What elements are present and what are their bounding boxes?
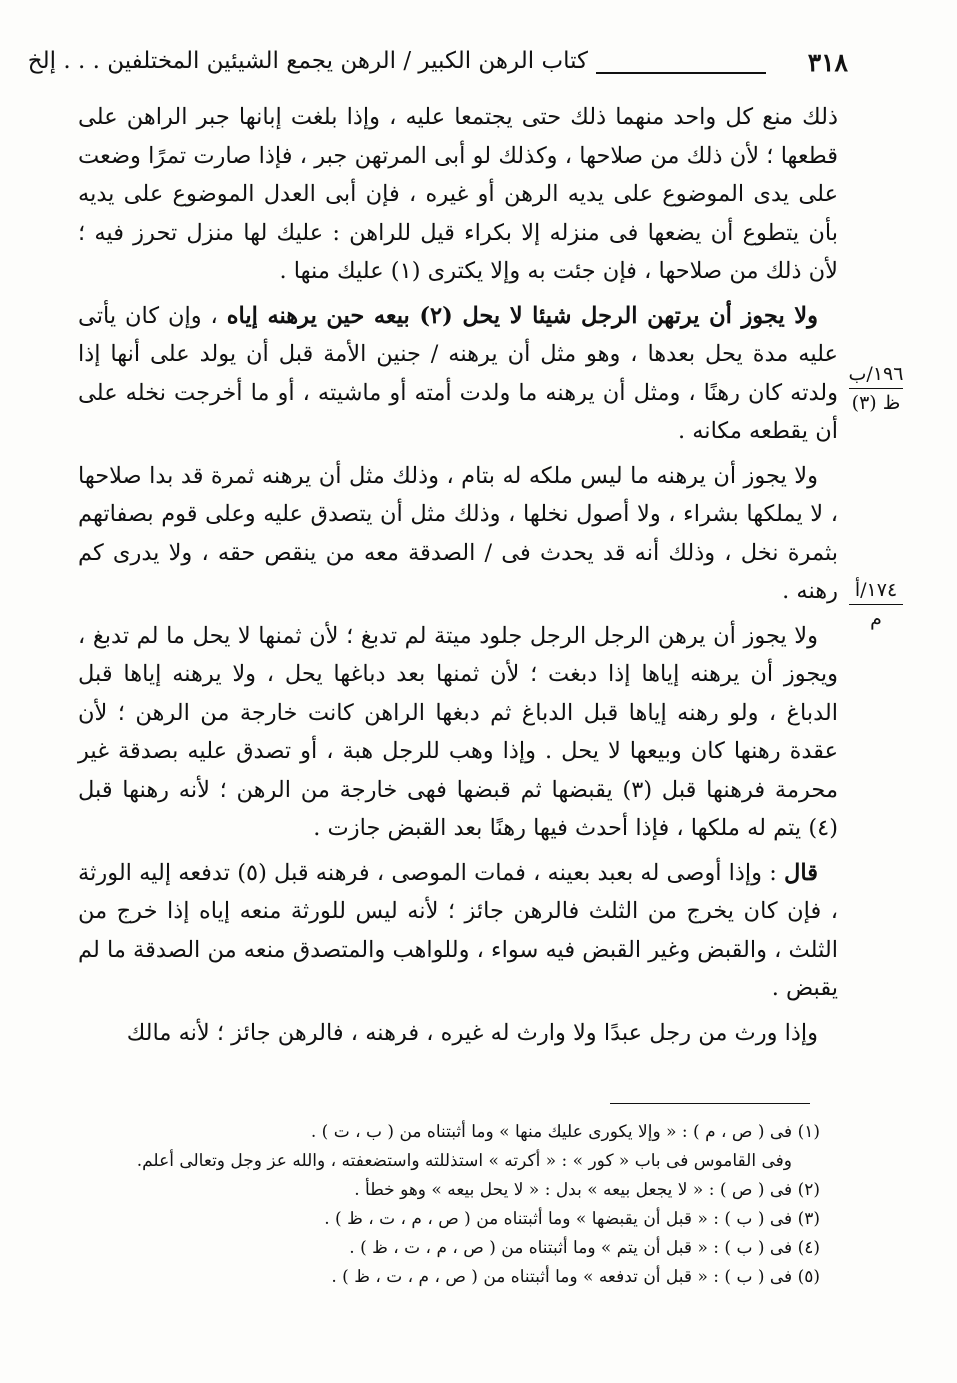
footnote-rule [610,1103,810,1104]
margin-note-rule [849,388,903,389]
paragraph-text: ذلك منع كل واحد منهما ذلك حتى يجتمعا عليه ، وإذا بلغت إبانها جبر الراهن على قطعها ؛ لأن ذلك من صلاحها ، وكذلك لو أبى المرتهن جبر ، فإذا صارت تمرًا وضعت على يدى الموضوع على يديه الرهن أو غيره ، فإن أبى العدل الموضوع على يديه بأن يتطوع أن يضعها فى منزله إلا بكراء قيل للراهن : عليك لها منزل تحرز فيه ؛ لأن ذلك من صلاحها ، فإن جئت به وإلا يكترى (١) عليك منها . [78,104,838,284]
footnote-2: (٢) فى ( ص ) : « لا يجعل بيعه » بدل : « لا يحل بيعه » وهو خطأ . [354,1180,820,1200]
footnotes [136,1118,820,1292]
paragraph-bold-lead: ولا يجوز أن يرتهن الرجل شيئا لا يحل (٢) بيعه حين يرهنه إياه [226,302,818,329]
footnote-4: (٤) فى ( ب ) : « قبل أن يتم » وما أثبتناه من ( ص ، م ، ت ، ظ ) . [349,1238,820,1258]
paragraph-4 [78,617,838,848]
paragraph-text: وإذا ورث من رجل عبدًا ولا وارث له غيره ، فرهنه ، فالرهن جائز ؛ لأنه مالك [126,1019,818,1046]
paragraph-text: ولا يجوز أن يرهنه ما ليس ملكه له بتام ، وذلك مثل أن يرهنه ثمرة قد بدا صلاحها ، لا يملكها بشراء ، ولا أصول نخلها ، وذلك مثل أن يتصدق عليه وعلى قوم بصفاتهم بثمرة نخل ، وذلك أنه قد يحدث فى / الصدقة معه من ينقص حقه ، ولا يدرى كم رهنه . [78,462,838,604]
paragraph-5 [78,854,838,1008]
paragraph-3 [78,457,838,611]
footnote-5: (٥) فى ( ب ) : « قبل أن تدفعه » وما أثبتناه من ( ص ، م ، ت ، ظ ) . [331,1267,820,1287]
paragraph-6 [78,1014,838,1053]
paragraph-text: ، وإن كان يأتى عليه مدة يحل بعدها ، وهو مثل أن يرهنه / جنين الأمة قبل أن يولد على أنها إذا ولدته كان رهنًا ، ومثل أن يرهنه ما ولدت أمته أو ماشيته ، أو ما أخرجت نخله على أن يقطعه مكانه . [78,302,838,444]
margin-note-folio-2 [845,578,907,631]
margin-note-folio-1 [845,362,907,415]
paragraph-text: : وإذا أوصى له بعبد بعينه ، فمات الموصى ، فرهنه قبل (٥) تدفعه إليه الورثة ، فإن كان يخرج من الثلث فالرهن جائز ؛ لأنه ليس للورثة منعه إياه إذا خرج من الثلث ، والقبض وغير القبض فيه سواء ، وللواهب والمتصدق منعه من الصدقة ما لم يقبض . [78,859,838,1001]
page-header [27,48,848,92]
paragraph-text: ولا يجوز أن يرهن الرجل الرجل جلود ميتة لم تدبغ ؛ لأن ثمنها لا يحل ما لم تدبغ ، ويجوز أن يرهنه إياها إذا دبغت ؛ لأن ثمنها بعد دباغها يحل ، ولا يرهنه إياها قبل الدباغ ، ولو رهنه إياها قبل الدباغ ثم دبغها الراهن كانت خارجة من الرهن ؛ لأن عقدة رهنها كان وبيعها لا يحل . وإذا وهب للرجل هبة ، أو تصدق عليه بصدقة غير محرمة فرهنها قبل (٣) يقبضها ثم قبضها فهى خارجة من الرهن ؛ لأنه رهنها قبل (٤) يتم له ملكها ، فإذا أحدث فيها رهنًا بعد القبض جازت . [78,622,838,841]
paragraph-1 [78,98,838,291]
margin-note-bottom: ظ (٣) [851,392,901,414]
footnote-1-continued: وفى القاموس فى باب « كور » : « أكرته » استذللته واستضعفته ، والله عز وجل وتعالى أعلم. [136,1151,792,1171]
footnote-1: (١) فى ( ص ، م ) : « وإلا يكورى عليك منها » وما أثبتناه من ( ب ، ت ) . [310,1122,820,1142]
margin-note-top: ١٩٦/ب [848,363,904,385]
margin-note-rule [849,604,903,605]
paragraph-2 [78,297,838,451]
paragraph-bold-lead: قال [784,859,818,886]
main-text [78,98,838,1052]
footnote-3: (٣) فى ( ب ) : « قبل أن يقبضها » وما أثبتناه من ( ص ، م ، ت ، ظ ) . [324,1209,820,1229]
running-title: كتاب الرهن الكبير / الرهن يجمع الشيئين المختلفين . . . إلخ [27,48,588,74]
header-rule [596,72,766,74]
margin-note-top: ١٧٤/أ [854,579,898,601]
page-number: ٣١٨ [807,48,848,77]
margin-note-bottom: م [870,608,882,630]
